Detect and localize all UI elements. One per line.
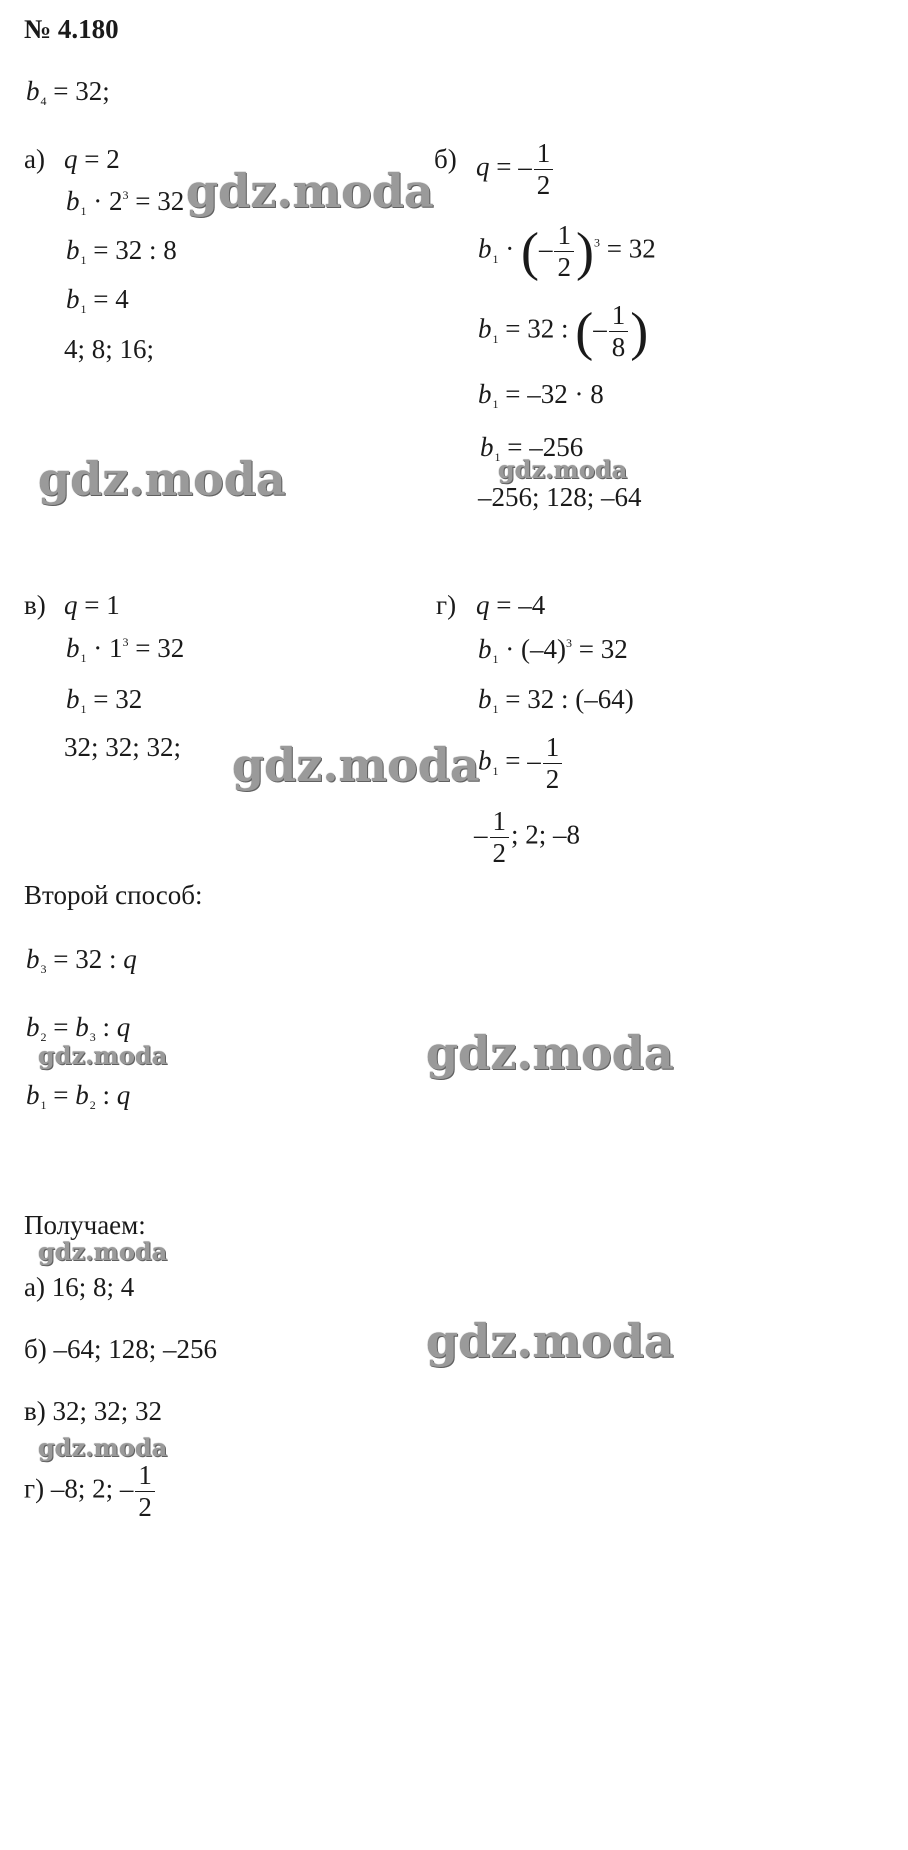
second-method-b1: $b_1 = b_2$ : q [26,1080,131,1112]
part-g-line1: $b_1 \cdot (-4)^3 = 32$ [478,634,628,666]
part-a-line2: $b_1 = 32$ : 8 [66,235,177,267]
watermark: gdz.moda [498,455,628,484]
second-method-b2: $b_2 = b_3$ : q [26,1012,131,1044]
watermark: gdz.moda [38,1041,168,1070]
watermark: gdz.moda [186,164,434,218]
second-method-heading: Второй способ: [24,880,203,910]
part-g-label: г) [436,590,457,620]
part-a-line3: $b_1 = 4$ [66,284,129,316]
result-v: в) 32; 32; 32 [24,1396,162,1426]
part-v-line1: $b_1 \cdot 1^3 = 32$ [66,633,185,665]
part-b-line4: $b_1 = -256$ [480,432,584,464]
part-v-q: q = 1 [64,590,120,620]
part-b-q: q = – $\frac{1}{2}$ [476,140,555,199]
part-g-line3: $b_1$ = – $\frac{1}{2}$ [478,734,564,793]
part-v-label: в) [24,590,46,620]
watermark: gdz.moda [38,452,286,506]
part-g-q: q = –4 [476,590,546,620]
part-b-line3: $b_1 = -32 \cdot 8$ [478,379,604,411]
problem-number: № 4.180 [24,14,119,44]
part-b-line1: $b_1$ · (– $\frac{1}{2}$ )$^3$ = 32 [478,220,656,282]
part-a-line1: $b_1 \cdot 2^3 = 32$ [66,186,185,218]
result-a: а) 16; 8; 4 [24,1272,135,1302]
watermark: gdz.moda [38,1237,168,1266]
part-g-line2: $b_1 = 32$ : (–64) [478,684,634,716]
part-g-answer: – $\frac{1}{2}$ ; 2; –8 [474,806,581,868]
result-b: б) –64; 128; –256 [24,1334,217,1364]
watermark: gdz.moda [426,1026,674,1080]
part-a-answer: 4; 8; 16; [64,334,155,364]
part-v-line2: $b_1 = 32$ [66,684,143,716]
part-b-answer: –256; 128; –64 [478,482,642,512]
part-v-answer: 32; 32; 32; [64,732,182,762]
second-method-b3: $b_3 = 32$ : q [26,944,137,976]
part-b-label: б) [434,144,457,174]
part-b-line2: $b_1 = 32$ : (– $\frac{1}{8}$ ) [478,300,649,362]
part-a-q: q = 2 [64,144,120,174]
watermark: gdz.moda [38,1433,168,1462]
watermark: gdz.moda [232,738,480,792]
result-heading: Получаем: [24,1210,146,1240]
result-g: г) –8; 2; – $\frac{1}{2}$ [24,1462,157,1521]
watermark: gdz.moda [426,1314,674,1368]
given-line: $b_4 = 32$; [26,76,110,108]
part-a-label: а) [24,144,45,174]
